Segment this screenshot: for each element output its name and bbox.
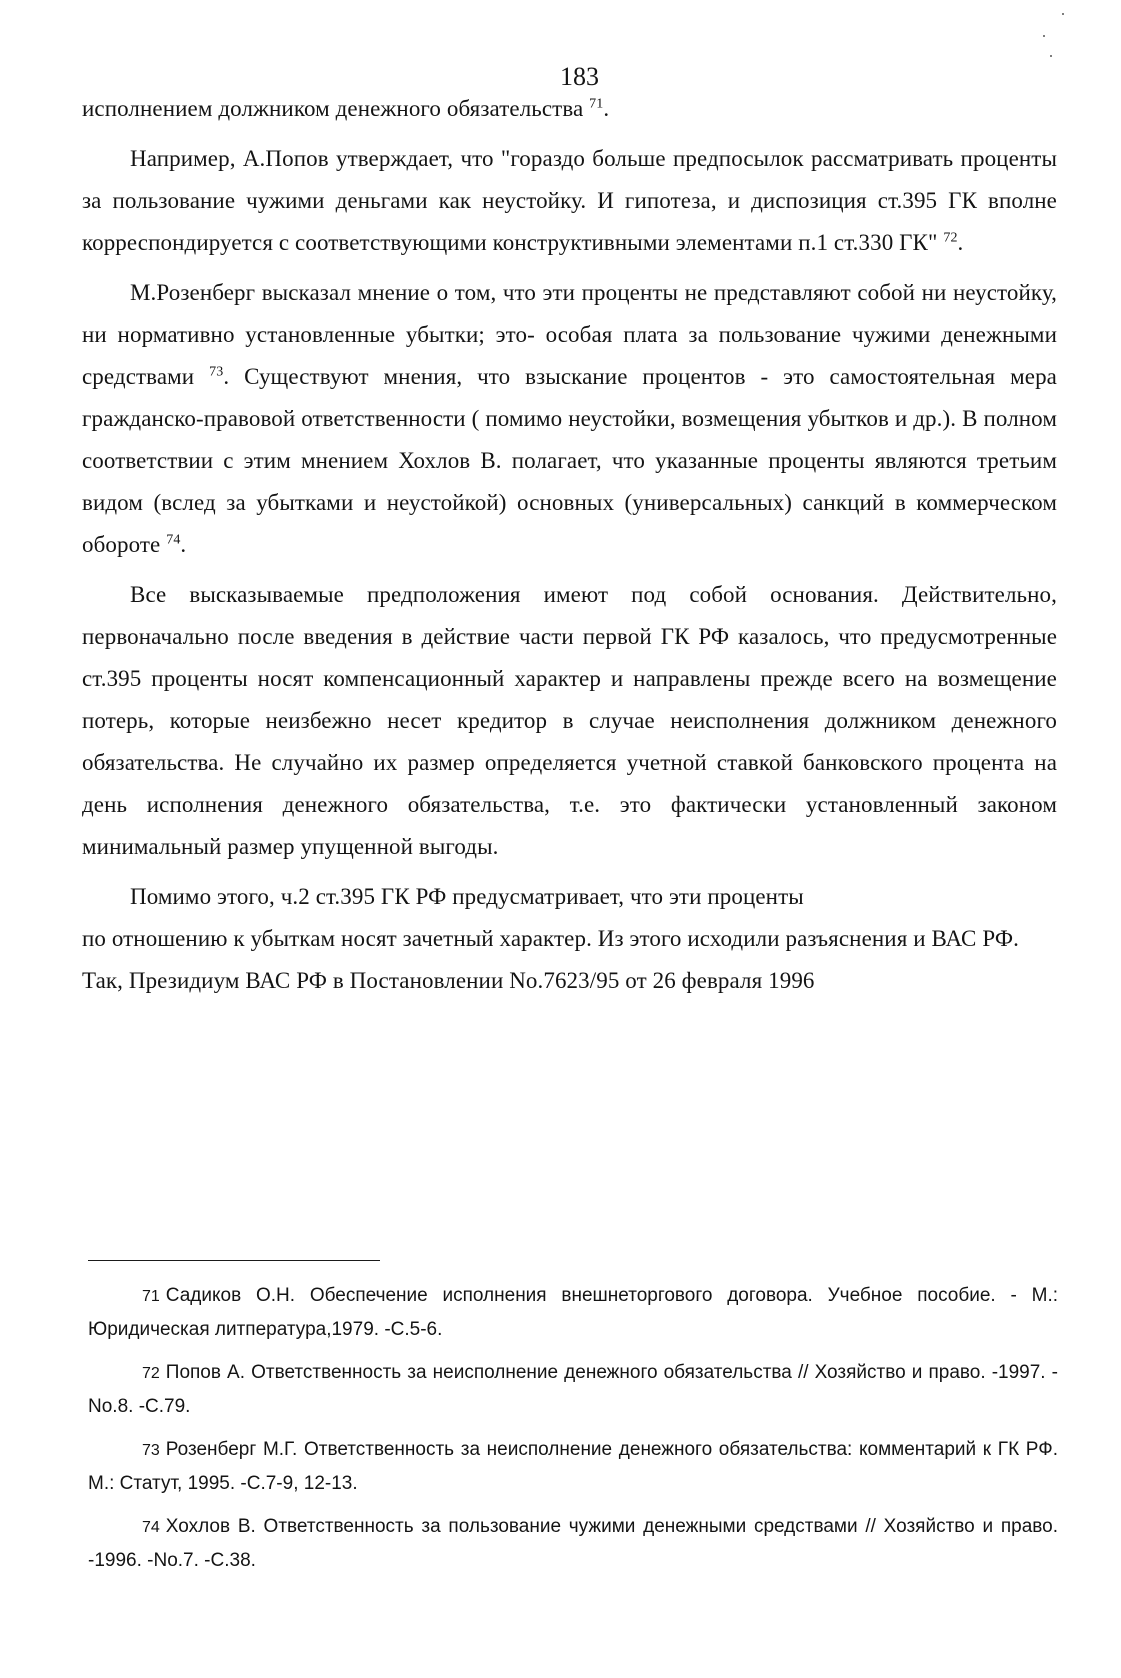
paragraph-2-text: Например, А.Попов утверждает, что "гораздо больше предпосылок рассматривать проценты за пользование чужими деньгами как неустойку. И гипотеза, и диспозиция ст.395 ГК вполне корреспондируется с соответствующими конструктивными элементами п.1 ст.330 ГК" (82, 146, 1057, 255)
footnotes (88, 1279, 1058, 1587)
paragraph-2 (82, 138, 1057, 264)
paragraph-1-tail: . (603, 96, 610, 121)
footnote-ref-74: 74 (166, 532, 181, 548)
footnote-text: Садиков О.Н. Обеспечение исполнения внешнеторгового договора. Учебное пособие. - М.: Юридическая литпература,1979. -С.5-6. (88, 1285, 1058, 1340)
paragraph-3-text: М.Розенберг высказал мнение о том, что эти проценты не представляют собой ни неустойку, ни нормативно установленные убытки; это- особая плата за пользование чужими денежными средствами (82, 280, 1057, 389)
footnote-ref-73: 73 (209, 364, 224, 380)
footnote-74 (88, 1510, 1058, 1577)
scan-speck (1043, 35, 1045, 37)
footnote-text: Попов А. Ответственность за неисполнение денежного обязательства // Хозяйство и право. -1997. -No.8. -С.79. (88, 1362, 1058, 1417)
footnote-text: Хохлов В. Ответственность за пользование чужими денежными средствами // Хозяйство и право. -1996. -No.7. -С.38. (88, 1516, 1058, 1571)
footnote-72 (88, 1356, 1058, 1423)
paragraph-1 (82, 88, 1057, 130)
footnote-separator (88, 1260, 380, 1261)
footnote-ref-71: 71 (589, 96, 604, 112)
footnote-number: 74 (142, 1519, 160, 1536)
paragraph-1-text: исполнением должником денежного обязательства (82, 96, 584, 121)
scan-speck (1050, 55, 1052, 57)
page-number: 183 (560, 62, 599, 91)
paragraph-3-middle: . Существуют мнения, что взыскание процентов - это самостоятельная мера гражданско-правовой ответственности ( помимо неустойки, возмещения убытков и др.). В полном соответствии с этим мнением Хохлов В. полагает, что указанные проценты являются третьим видом (вслед за убытками и неустойкой) основных (универсальных) санкций в коммерческом обороте (82, 364, 1057, 557)
paragraph-3 (82, 272, 1057, 566)
scan-speck (1062, 13, 1064, 15)
main-text (82, 88, 1057, 1010)
footnote-ref-72: 72 (943, 230, 958, 246)
footnote-71 (88, 1279, 1058, 1346)
paragraph-5-line-2: по отношению к убыткам носят зачетный характер. Из этого исходили разъяснения и ВАС РФ. Так, Президиум ВАС РФ в Постановлении No.7623/95 от 26 февраля 1996 (82, 926, 1019, 993)
paragraph-5 (82, 876, 1057, 1002)
paragraph-4-text: Все высказываемые предположения имеют под собой основания. Действительно, первоначально после введения в действие части первой ГК РФ казалось, что предусмотренные ст.395 проценты носят компенсационный характер и направлены прежде всего на возмещение потерь, которые неизбежно несет кредитор в случае неисполнения должником денежного обязательства. Не случайно их размер определяется учетной ставкой банковского процента на день исполнения денежного обязательства, т.е. это фактически установленный законом минимальный размер упущенной выгоды. (82, 582, 1057, 859)
footnote-text: Розенберг М.Г. Ответственность за неисполнение денежного обязательства: комментарий к ГК РФ. М.: Статут, 1995. -С.7-9, 12-13. (88, 1439, 1058, 1494)
footnote-number: 71 (142, 1288, 160, 1305)
footnote-number: 73 (142, 1442, 160, 1459)
footnote-number: 72 (142, 1365, 160, 1382)
paragraph-3-tail: . (180, 532, 187, 557)
paragraph-2-tail: . (957, 230, 964, 255)
footnote-73 (88, 1433, 1058, 1500)
paragraph-5-line-1: Помимо этого, ч.2 ст.395 ГК РФ предусматривает, что эти проценты (130, 884, 804, 909)
paragraph-4 (82, 574, 1057, 868)
